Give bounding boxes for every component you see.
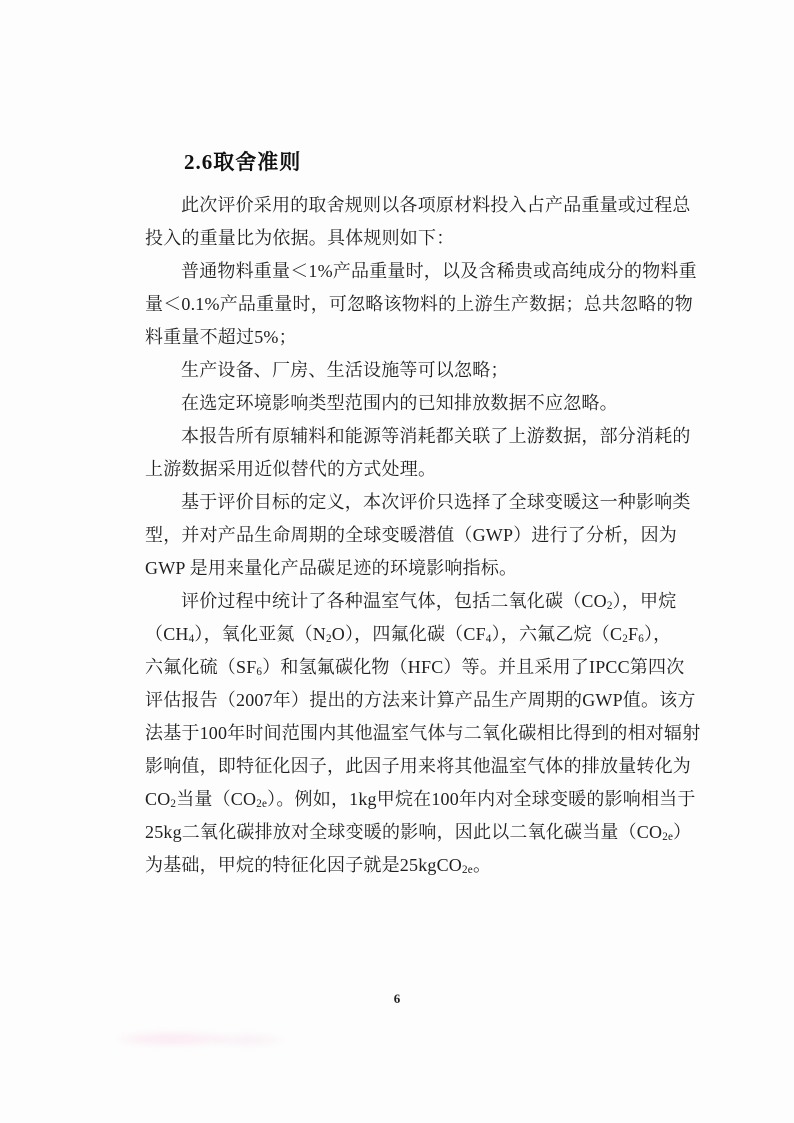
text-line: 量＜0.1%产品重量时，可忽略该物料的上游生产数据；总共忽略的物 [145, 294, 693, 314]
section-heading: 2.6取舍准则 [184, 150, 302, 174]
text-line: 评价过程中统计了各种温室气体，包括二氧化碳$(CO_2)$，甲烷 [181, 591, 677, 612]
text-line: 评估报告（2007年）提出的方法来计算产品生产周期的GWP值。该方 [145, 690, 696, 710]
text-line: 在选定环境影响类型范围内的已知排放数据不应忽略。 [181, 393, 618, 413]
text-line: 25kg二氧化碳排放对全球变暖的影响，因此以二氧化碳当量$(CO_{2e})$ [145, 822, 692, 843]
text-line: $(CH_4)$，氧化亚氮$(N_2O)$，四氟化碳$(CF_4)$，六氟乙烷$(C_2F_6)$， [145, 624, 672, 645]
text-line: 生产设备、厂房、生活设施等可以忽略； [181, 360, 509, 380]
text-line: 法基于100年时间范围内其他温室气体与二氧化碳相比得到的相对辐射 [145, 723, 701, 743]
text-line: 影响值，即特征化因子，此因子用来将其他温室气体的排放量转化为 [145, 756, 691, 776]
text-line: 料重量不超过5%； [145, 327, 297, 347]
text-line: 型，并对产品生命周期的全球变暖潜值（GWP）进行了分析，因为 [145, 525, 677, 545]
text-line: 上游数据采用近似替代的方式处理。 [145, 459, 437, 479]
page-number: 6 [393, 991, 401, 1006]
text-line: 本报告所有原辅料和能源等消耗都关联了上游数据，部分消耗的 [181, 426, 691, 446]
text-line: $CO_2$当量$(CO_{2e})$。例如，1kg甲烷在100年内对全球变暖的影响相当于 [145, 789, 696, 810]
scan-artifact [118, 1032, 228, 1046]
text-line: 为基础，甲烷的特征化因子就是25kgCO$_{2e}$。 [145, 855, 492, 876]
text-line: 基于评价目标的定义，本次评价只选择了全球变暖这一种影响类 [181, 492, 691, 512]
scan-artifact [212, 1034, 282, 1046]
text-line: 六氟化硫$(SF_6)$和氢氟碳化物（HFC）等。并且采用了IPCC第四次 [145, 657, 685, 678]
text-line: GWP 是用来量化产品碳足迹的环境影响指标。 [145, 558, 518, 578]
text-line: 普通物料重量＜1%产品重量时，以及含稀贵或高纯成分的物料重 [181, 261, 697, 281]
text-line: 投入的重量比为依据。具体规则如下： [145, 228, 455, 248]
text-line: 此次评价采用的取舍规则以各项原材料投入占产品重量或过程总 [181, 195, 691, 215]
document-body [145, 189, 701, 882]
